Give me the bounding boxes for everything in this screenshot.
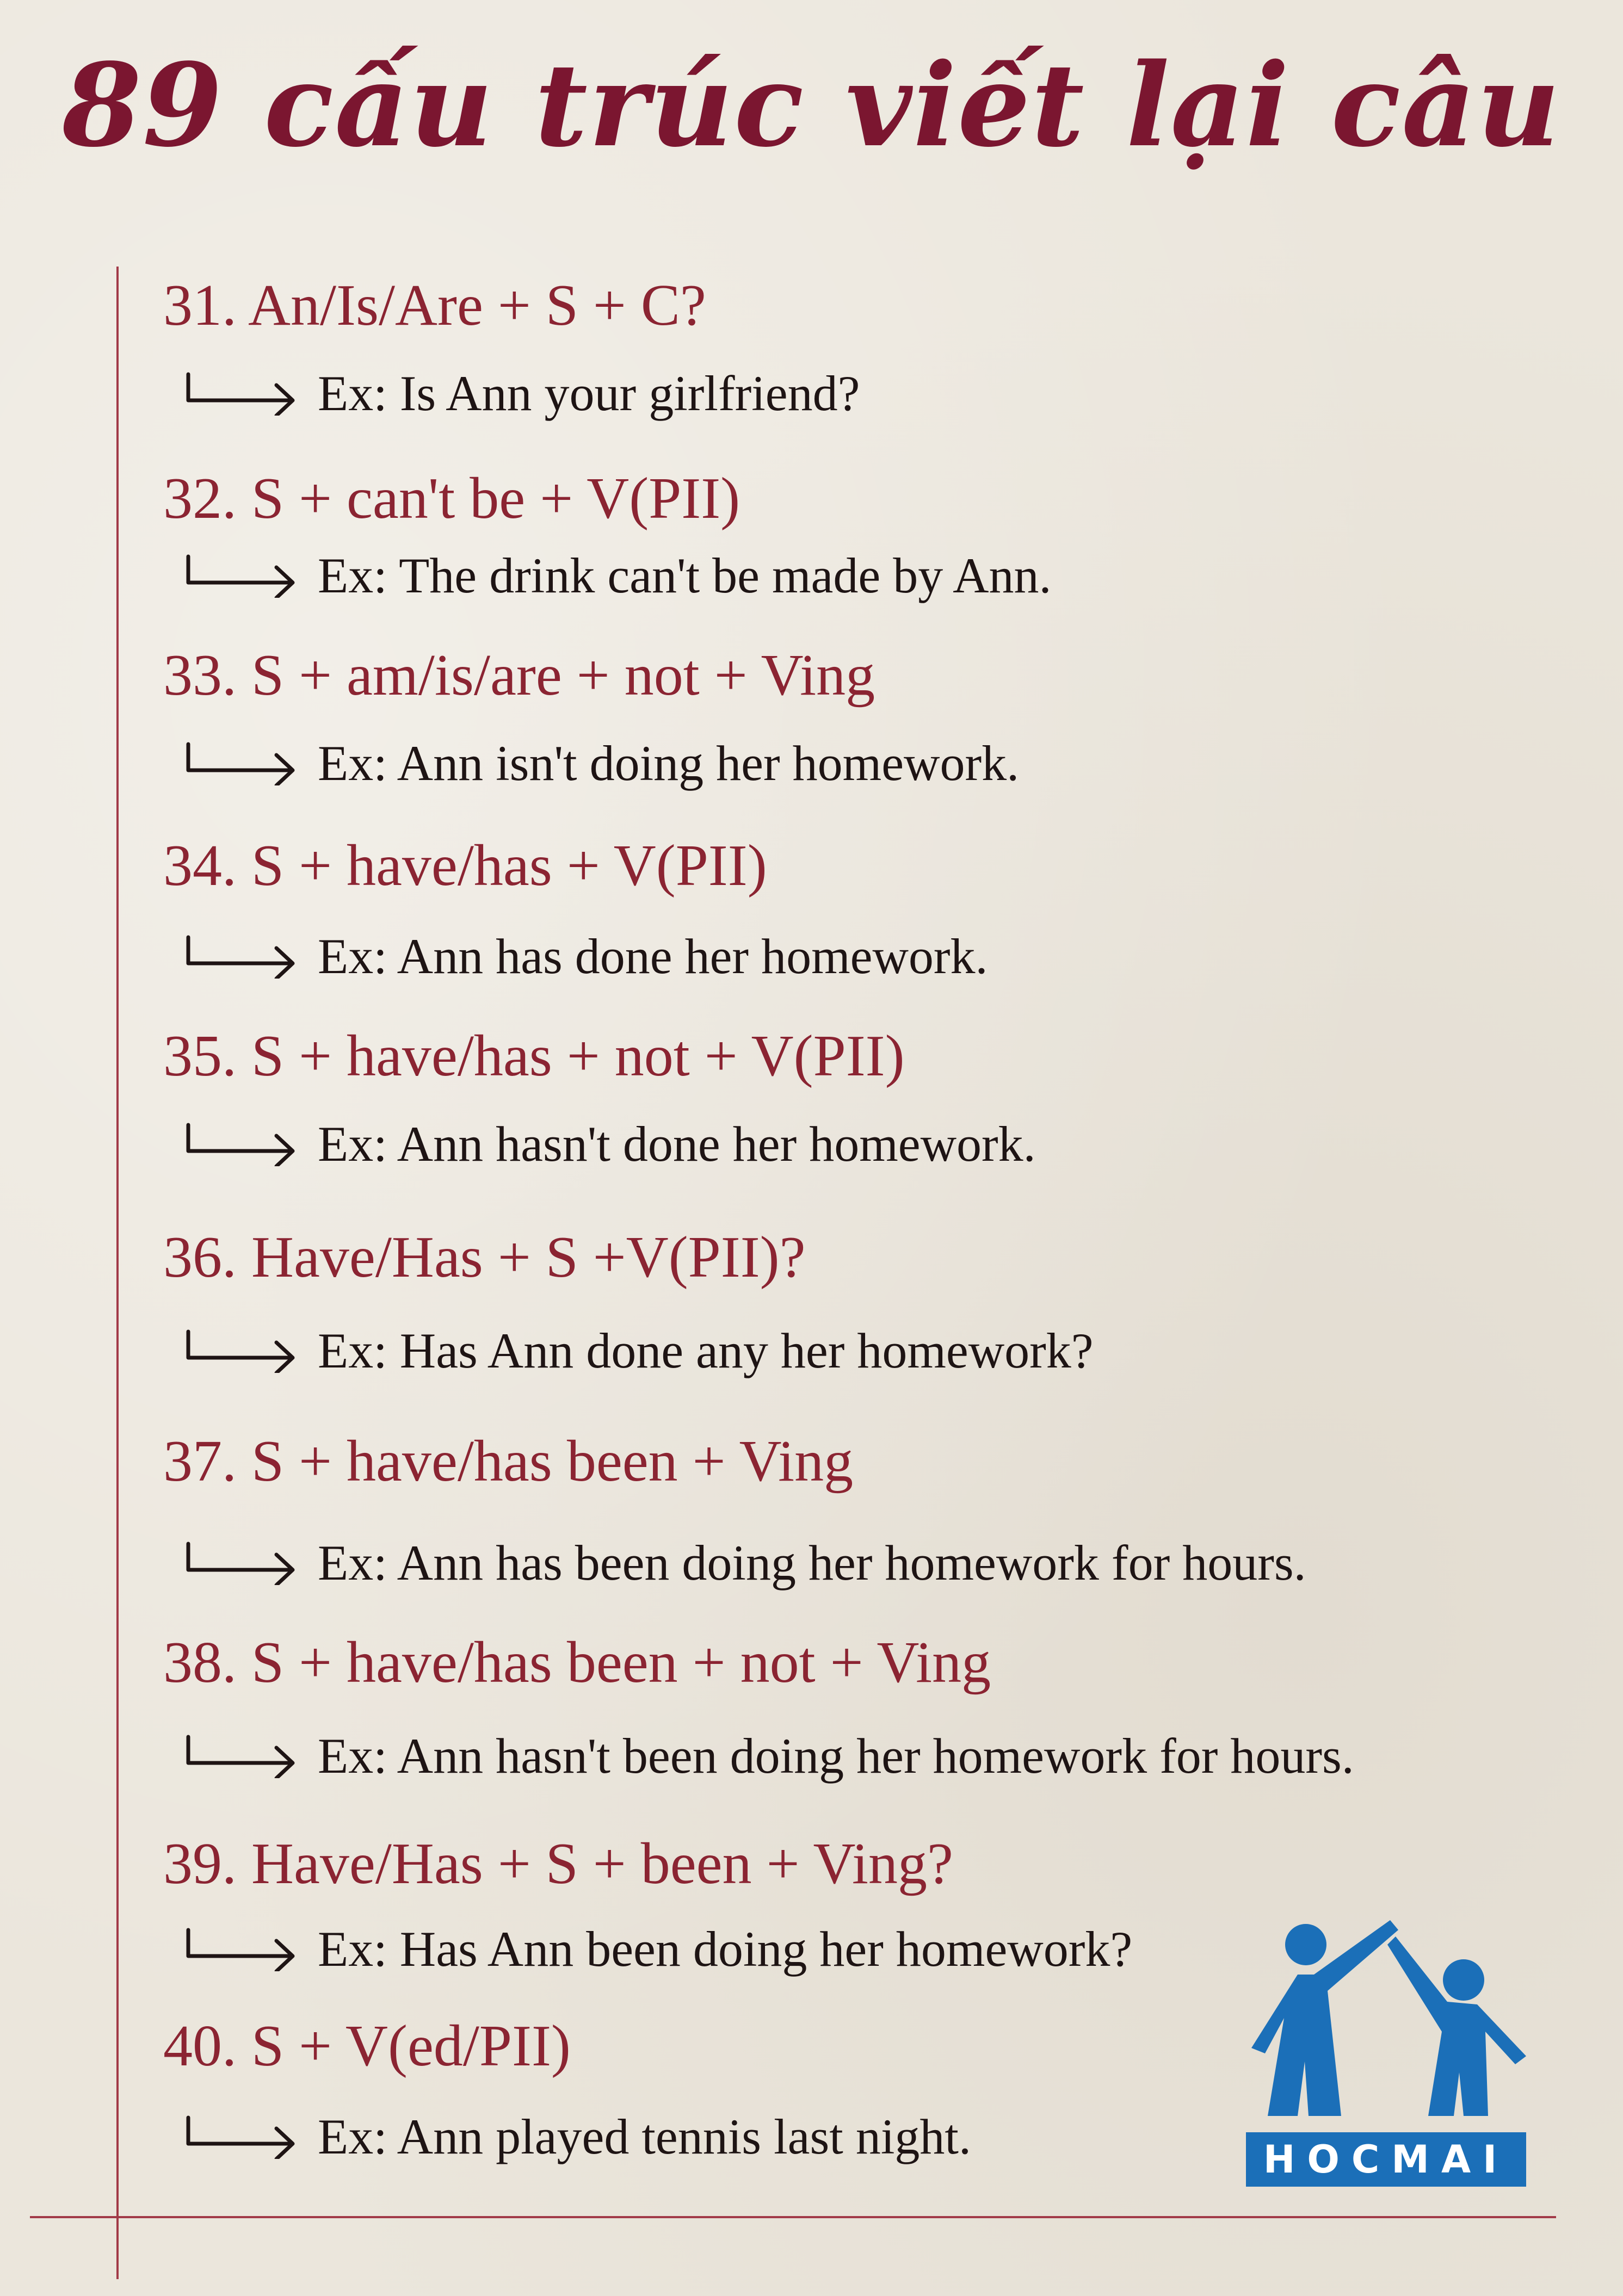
hook-arrow-icon (185, 933, 299, 976)
hocmai-logo (1241, 1915, 1534, 2187)
example-37 (185, 1534, 1306, 1592)
hocmai-figures-icon (1241, 1915, 1534, 2132)
rule-37: 37. S + have/has been + Ving (163, 1429, 854, 1494)
example-text: Ex: Ann played tennis last night. (318, 2109, 971, 2164)
example-text: Ex: Ann hasn't been doing her homework for hours. (318, 1728, 1354, 1784)
example-33 (185, 734, 1019, 792)
hook-arrow-icon (185, 1327, 299, 1371)
rule-35: 35. S + have/has + not + V(PII) (163, 1024, 905, 1088)
logo-wordmark: HOCMAI (1246, 2132, 1526, 2187)
rule-33: 33. S + am/is/are + not + Ving (163, 643, 875, 708)
hook-arrow-icon (185, 1732, 299, 1776)
example-text: Ex: Ann has been doing her homework for hours. (318, 1535, 1306, 1591)
page-title: 89 cấu trúc viết lại câu (61, 38, 1562, 172)
example-32 (185, 547, 1052, 604)
hook-arrow-icon (185, 1926, 299, 1969)
hook-arrow-icon (185, 552, 299, 596)
example-39 (185, 1920, 1132, 1978)
example-40 (185, 2108, 971, 2165)
hook-arrow-icon (185, 1121, 299, 1164)
rule-32: 32. S + can't be + V(PII) (163, 466, 740, 531)
example-text: Ex: Is Ann your girlfriend? (318, 366, 860, 421)
rule-39: 39. Have/Has + S + been + Ving? (163, 1831, 953, 1896)
rule-36: 36. Have/Has + S +V(PII)? (163, 1225, 806, 1290)
hook-arrow-icon (185, 740, 299, 783)
example-text: Ex: Ann isn't doing her homework. (318, 735, 1020, 791)
example-31 (185, 364, 860, 422)
hook-arrow-icon (185, 370, 299, 413)
rule-31: 31. An/Is/Are + S + C? (163, 273, 706, 338)
example-text: Ex: Ann hasn't done her homework. (318, 1116, 1036, 1172)
rule-38: 38. S + have/has been + not + Ving (163, 1630, 991, 1695)
margin-horizontal-line (30, 2216, 1556, 2218)
hook-arrow-icon (185, 1539, 299, 1583)
rule-34: 34. S + have/has + V(PII) (163, 833, 767, 898)
example-text: Ex: Has Ann done any her homework? (318, 1323, 1094, 1378)
hook-arrow-icon (185, 2113, 299, 2157)
example-35 (185, 1115, 1036, 1173)
rule-40: 40. S + V(ed/PII) (163, 2014, 571, 2078)
example-36 (185, 1322, 1094, 1379)
example-text: Ex: Has Ann been doing her homework? (318, 1921, 1133, 1977)
example-38 (185, 1727, 1354, 1785)
example-34 (185, 927, 988, 985)
margin-vertical-line (116, 267, 119, 2279)
example-text: Ex: Ann has done her homework. (318, 929, 988, 984)
example-text: Ex: The drink can't be made by Ann. (318, 548, 1052, 603)
